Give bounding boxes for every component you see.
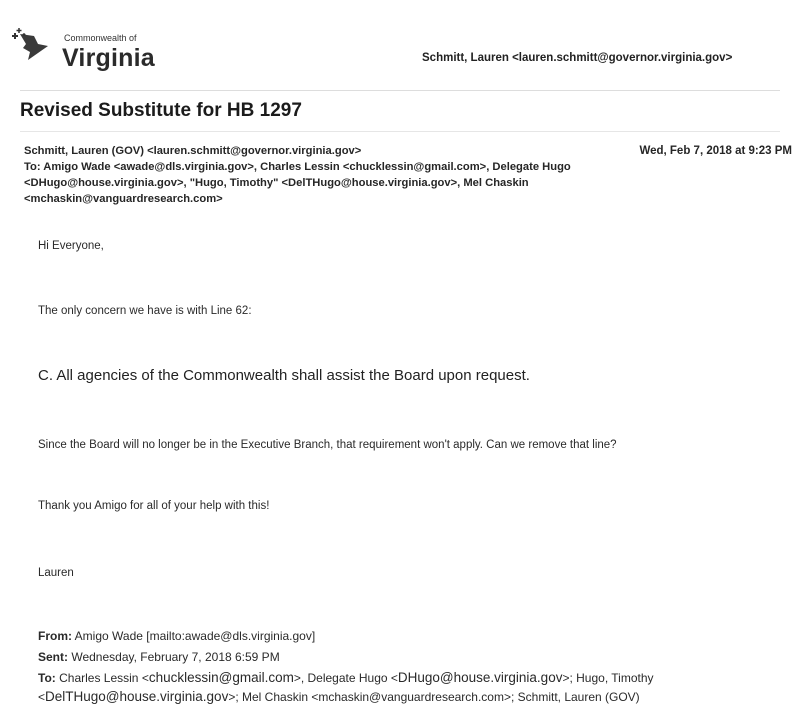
email-to-line-2: <DHugo@house.virginia.gov>, "Hugo, Timothy" <DelTHugo@house.virginia.gov>, Mel Chaskin [24,177,529,189]
subject-divider [20,131,780,132]
email-to-line-1: To: Amigo Wade <awade@dls.virginia.gov>, Charles Lessin <chucklessin@gmail.com>, Delegate Hugo [24,161,571,173]
forward-to-text: >; Hugo, Timothy [562,671,654,685]
email-date: Wed, Feb 7, 2018 at 9:23 PM [639,145,792,157]
forward-to-text: Charles Lessin < [59,671,149,685]
logo-subtitle: Commonwealth of [64,33,137,43]
virginia-logo-icon [8,22,56,70]
forward-to-email: chucklessin@gmail.com [148,670,294,685]
forward-sent-label: Sent: [38,650,68,664]
email-paragraph-3: Thank you Amigo for all of your help with this! [38,500,270,512]
forward-to-line-2 [38,689,640,704]
forward-sent-line [38,650,280,664]
forward-to-email: DHugo@house.virginia.gov [397,670,563,685]
email-paragraph-2: Since the Board will no longer be in the Executive Branch, that requirement won't apply. Can we remove that line? [38,439,617,451]
email-paragraph-1: The only concern we have is with Line 62: [38,305,252,317]
email-quote: C. All agencies of the Commonwealth shall assist the Board upon request. [38,367,530,384]
forward-from-label: From: [38,629,72,643]
forward-from-value: Amigo Wade [mailto:awade@dls.virginia.gov] [74,629,316,643]
header-divider [20,90,780,91]
forward-to-email: DelTHugo@house.virginia.gov [45,689,229,704]
forward-to-text: >; Mel Chaskin <mchaskin@vanguardresearch.com>; Schmitt, Lauren (GOV) [228,690,640,704]
forward-sent-value: Wednesday, February 7, 2018 6:59 PM [71,650,280,664]
logo-title: Virginia [62,44,155,72]
forward-to-line-1 [38,670,654,685]
forward-to-text: < [38,690,46,704]
email-to-line-3: <mchaskin@vanguardresearch.com> [24,193,223,205]
email-greeting: Hi Everyone, [38,240,104,252]
forward-from-line [38,629,315,643]
forward-to-label: To: [38,671,56,685]
header-sender: Schmitt, Lauren <lauren.schmitt@governor.virginia.gov> [422,52,733,64]
email-from: Schmitt, Lauren (GOV) <lauren.schmitt@governor.virginia.gov> [24,145,362,157]
email-signature: Lauren [38,567,74,579]
email-subject: Revised Substitute for HB 1297 [20,100,302,121]
forward-to-text: >, Delegate Hugo < [293,671,398,685]
